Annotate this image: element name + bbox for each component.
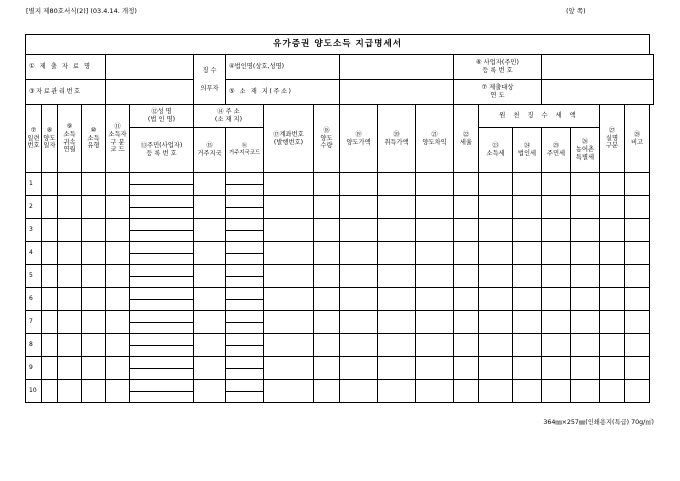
col-acquisition-price: ⑳ 취득가액 <box>378 105 416 173</box>
table-cell <box>479 196 513 219</box>
table-cell <box>82 380 106 403</box>
table-cell <box>264 288 314 311</box>
table-cell <box>314 219 340 242</box>
table-cell <box>600 173 625 196</box>
table-cell <box>42 219 58 242</box>
table-cell <box>378 311 416 334</box>
table-cell <box>542 219 571 242</box>
corp-name-value <box>340 55 454 80</box>
table-cell <box>82 242 106 265</box>
table-cell <box>479 265 513 288</box>
paper-spec: 364㎜×257㎜(인쇄용지(특급) 70g/㎡) <box>543 419 654 426</box>
table-cell <box>479 311 513 334</box>
table-cell <box>42 265 58 288</box>
table-cell <box>58 219 82 242</box>
table-cell <box>314 288 340 311</box>
table-cell <box>479 334 513 357</box>
table-cell <box>571 311 600 334</box>
table-cell <box>513 173 542 196</box>
table-cell <box>571 265 600 288</box>
table-cell <box>42 288 58 311</box>
table-cell <box>58 242 82 265</box>
col-name: ⑫성 명 (법 인 명) <box>130 105 194 128</box>
split-cell <box>130 173 194 196</box>
table-cell <box>106 357 130 380</box>
table-cell <box>542 311 571 334</box>
table-row <box>26 242 654 265</box>
table-cell <box>625 219 650 242</box>
row-number: 1 <box>26 173 42 196</box>
col-country: ⑮ 거주지국 <box>194 128 226 173</box>
table-cell <box>479 357 513 380</box>
table-cell <box>571 196 600 219</box>
table-cell <box>106 242 130 265</box>
table-cell <box>264 311 314 334</box>
table-row <box>26 219 654 242</box>
table-cell <box>479 288 513 311</box>
table-cell <box>314 196 340 219</box>
table-cell <box>340 357 378 380</box>
table-cell <box>58 173 82 196</box>
table-cell <box>106 311 130 334</box>
data-rows <box>26 173 654 403</box>
table-cell <box>625 265 650 288</box>
table-cell <box>58 288 82 311</box>
col-account: ⑰계좌번호 (발행번호) <box>264 105 314 173</box>
table-cell <box>513 265 542 288</box>
table-cell <box>378 357 416 380</box>
table-cell <box>314 357 340 380</box>
col-quantity: ⑱ 양도 수량 <box>314 105 340 173</box>
table-cell <box>58 380 82 403</box>
table-cell <box>264 242 314 265</box>
biz-reg-value <box>542 55 654 80</box>
table-cell <box>571 173 600 196</box>
table-cell <box>454 288 479 311</box>
split-cell <box>130 242 194 265</box>
table-cell <box>625 311 650 334</box>
form-number: [별지 제80호서식(2)] (03.4.14. 개정) <box>26 7 137 15</box>
table-cell <box>194 288 226 311</box>
table-cell <box>454 357 479 380</box>
table-cell <box>340 334 378 357</box>
table-cell <box>600 288 625 311</box>
table-cell <box>454 242 479 265</box>
table-cell <box>416 311 454 334</box>
table-cell <box>42 334 58 357</box>
table-cell <box>42 380 58 403</box>
row-number: 5 <box>26 265 42 288</box>
table-cell <box>82 288 106 311</box>
submitter-name-value <box>106 55 194 80</box>
split-cell <box>226 242 264 265</box>
table-cell <box>600 196 625 219</box>
table-cell <box>416 173 454 196</box>
split-cell <box>226 380 264 403</box>
table-cell <box>340 288 378 311</box>
table-cell <box>378 288 416 311</box>
statement-table <box>25 34 654 403</box>
table-row <box>26 334 654 357</box>
table-cell <box>106 219 130 242</box>
table-cell <box>340 311 378 334</box>
col-realname: ㉗ 실명 구분 <box>600 105 625 173</box>
table-cell <box>454 311 479 334</box>
col-resident-tax: ㉕ 주민세 <box>542 128 571 173</box>
table-cell <box>58 265 82 288</box>
table-cell <box>600 380 625 403</box>
table-cell <box>194 357 226 380</box>
col-earner-type: ⑪ 소득자 구 분 코 드 <box>106 105 130 173</box>
table-cell <box>106 288 130 311</box>
address-label: ⑤ 소 재 지(주소) <box>226 80 340 105</box>
table-cell <box>106 173 130 196</box>
table-cell <box>194 380 226 403</box>
table-cell <box>340 173 378 196</box>
split-cell <box>130 219 194 242</box>
data-mgmt-label: ③자료관리번호 <box>26 80 106 105</box>
table-cell <box>416 357 454 380</box>
col-transfer-price: ⑲ 양도가액 <box>340 105 378 173</box>
table-cell <box>264 334 314 357</box>
table-cell <box>58 334 82 357</box>
table-cell <box>42 242 58 265</box>
table-cell <box>454 196 479 219</box>
table-cell <box>378 219 416 242</box>
table-cell <box>378 173 416 196</box>
row-number: 7 <box>26 311 42 334</box>
col-income-tax: ㉓ 소득세 <box>479 128 513 173</box>
form-title: 유가증권 양도소득 지급명세서 <box>26 35 650 55</box>
row-number: 9 <box>26 357 42 380</box>
table-row <box>26 265 654 288</box>
col-income-year: ⑨ 소득 귀속 연월 <box>58 105 82 173</box>
target-year-label: ⑦ 제출대상 연 도 <box>454 80 542 105</box>
table-cell <box>106 334 130 357</box>
table-cell <box>600 242 625 265</box>
page-side: (앞 쪽) <box>566 7 586 15</box>
table-cell <box>378 196 416 219</box>
table-cell <box>454 173 479 196</box>
table-cell <box>416 380 454 403</box>
table-cell <box>58 357 82 380</box>
table-cell <box>194 196 226 219</box>
col-withholding: 원 천 징 수 세 액 <box>479 105 600 128</box>
table-cell <box>542 265 571 288</box>
table-row <box>26 311 654 334</box>
table-cell <box>513 380 542 403</box>
split-cell <box>226 196 264 219</box>
table-cell <box>625 288 650 311</box>
table-cell <box>42 196 58 219</box>
table-cell <box>513 242 542 265</box>
table-cell <box>479 219 513 242</box>
table-cell <box>194 173 226 196</box>
col-remarks: ㉘ 비고 <box>625 105 650 173</box>
table-cell <box>542 288 571 311</box>
split-cell <box>130 357 194 380</box>
table-cell <box>264 357 314 380</box>
table-cell <box>542 357 571 380</box>
table-cell <box>416 196 454 219</box>
table-cell <box>416 265 454 288</box>
table-cell <box>82 219 106 242</box>
table-cell <box>106 196 130 219</box>
table-cell <box>454 265 479 288</box>
table-cell <box>82 311 106 334</box>
table-cell <box>264 219 314 242</box>
split-cell <box>226 334 264 357</box>
table-row <box>26 196 654 219</box>
table-cell <box>571 334 600 357</box>
obligor-label: 징 수 의무자 <box>194 55 226 105</box>
table-cell <box>513 357 542 380</box>
table-cell <box>542 242 571 265</box>
table-cell <box>194 265 226 288</box>
data-mgmt-value <box>106 80 194 105</box>
table-cell <box>378 242 416 265</box>
col-transfer-gain: ㉑ 양도차익 <box>416 105 454 173</box>
table-cell <box>82 265 106 288</box>
table-cell <box>479 173 513 196</box>
table-cell <box>82 334 106 357</box>
table-cell <box>82 357 106 380</box>
table-cell <box>513 311 542 334</box>
table-row <box>26 380 654 403</box>
table-cell <box>378 265 416 288</box>
table-cell <box>416 288 454 311</box>
table-cell <box>600 334 625 357</box>
table-cell <box>600 219 625 242</box>
table-cell <box>264 265 314 288</box>
col-serial: ⑦ 일련 번호 <box>26 105 42 173</box>
table-cell <box>42 357 58 380</box>
row-number: 10 <box>26 380 42 403</box>
address-value <box>340 80 454 105</box>
row-number: 2 <box>26 196 42 219</box>
table-cell <box>454 219 479 242</box>
table-cell <box>479 242 513 265</box>
table-cell <box>314 380 340 403</box>
table-cell <box>82 173 106 196</box>
split-cell <box>130 196 194 219</box>
target-year-value <box>542 80 654 105</box>
table-cell <box>454 334 479 357</box>
table-cell <box>194 311 226 334</box>
col-address: ⑭ 주 소 (소 재 지) <box>194 105 264 128</box>
table-cell <box>513 219 542 242</box>
table-cell <box>571 288 600 311</box>
table-cell <box>194 242 226 265</box>
table-cell <box>42 173 58 196</box>
table-cell <box>600 265 625 288</box>
biz-reg-label: ⑥ 사업자(주민) 등 록 번 호 <box>454 55 542 80</box>
col-tax-rate: ㉒ 세율 <box>454 105 479 173</box>
corp-name-label: ④법인명(상호,성명) <box>226 55 340 80</box>
table-row <box>26 288 654 311</box>
split-cell <box>130 334 194 357</box>
table-cell <box>571 242 600 265</box>
col-income-type: ⑩ 소득 유형 <box>82 105 106 173</box>
table-cell <box>340 265 378 288</box>
table-row <box>26 173 654 196</box>
table-cell <box>416 334 454 357</box>
table-cell <box>42 311 58 334</box>
table-cell <box>378 334 416 357</box>
table-cell <box>264 380 314 403</box>
table-cell <box>378 380 416 403</box>
table-cell <box>340 219 378 242</box>
table-cell <box>513 288 542 311</box>
table-cell <box>600 311 625 334</box>
table-cell <box>571 380 600 403</box>
table-row <box>26 357 654 380</box>
col-rural-tax: ㉖ 농어촌 특별세 <box>571 128 600 173</box>
table-cell <box>194 334 226 357</box>
table-cell <box>416 242 454 265</box>
table-cell <box>340 380 378 403</box>
split-cell <box>226 173 264 196</box>
table-cell <box>479 380 513 403</box>
col-registration: ⑬주민(사업자) 등 록 번 호 <box>130 128 194 173</box>
table-cell <box>625 334 650 357</box>
table-cell <box>416 219 454 242</box>
split-cell <box>130 311 194 334</box>
row-number: 4 <box>26 242 42 265</box>
split-cell <box>226 219 264 242</box>
table-cell <box>314 173 340 196</box>
table-cell <box>314 334 340 357</box>
col-corp-tax: ㉔ 법인세 <box>513 128 542 173</box>
table-cell <box>106 380 130 403</box>
table-cell <box>542 334 571 357</box>
submitter-name-label: ① 제 출 자 료 명 <box>26 55 106 80</box>
table-cell <box>314 242 340 265</box>
split-cell <box>226 357 264 380</box>
table-cell <box>82 196 106 219</box>
table-cell <box>264 196 314 219</box>
split-cell <box>226 265 264 288</box>
col-country-code: ⑯ 거주지국코드 <box>226 128 264 173</box>
table-cell <box>571 219 600 242</box>
table-cell <box>454 380 479 403</box>
table-cell <box>314 265 340 288</box>
table-cell <box>625 196 650 219</box>
split-cell <box>130 380 194 403</box>
split-cell <box>226 288 264 311</box>
col-transfer-date: ⑧ 양도 일자 <box>42 105 58 173</box>
table-cell <box>513 334 542 357</box>
table-cell <box>625 357 650 380</box>
row-number: 3 <box>26 219 42 242</box>
table-cell <box>340 242 378 265</box>
table-cell <box>625 173 650 196</box>
table-cell <box>542 173 571 196</box>
table-cell <box>106 265 130 288</box>
table-cell <box>513 196 542 219</box>
table-cell <box>58 311 82 334</box>
table-cell <box>542 196 571 219</box>
table-cell <box>625 380 650 403</box>
row-number: 8 <box>26 334 42 357</box>
table-cell <box>340 196 378 219</box>
table-cell <box>314 311 340 334</box>
row-number: 6 <box>26 288 42 311</box>
table-cell <box>571 357 600 380</box>
table-cell <box>600 357 625 380</box>
table-cell <box>625 242 650 265</box>
split-cell <box>130 265 194 288</box>
table-cell <box>194 219 226 242</box>
table-cell <box>542 380 571 403</box>
split-cell <box>130 288 194 311</box>
table-cell <box>58 196 82 219</box>
split-cell <box>226 311 264 334</box>
table-cell <box>264 173 314 196</box>
